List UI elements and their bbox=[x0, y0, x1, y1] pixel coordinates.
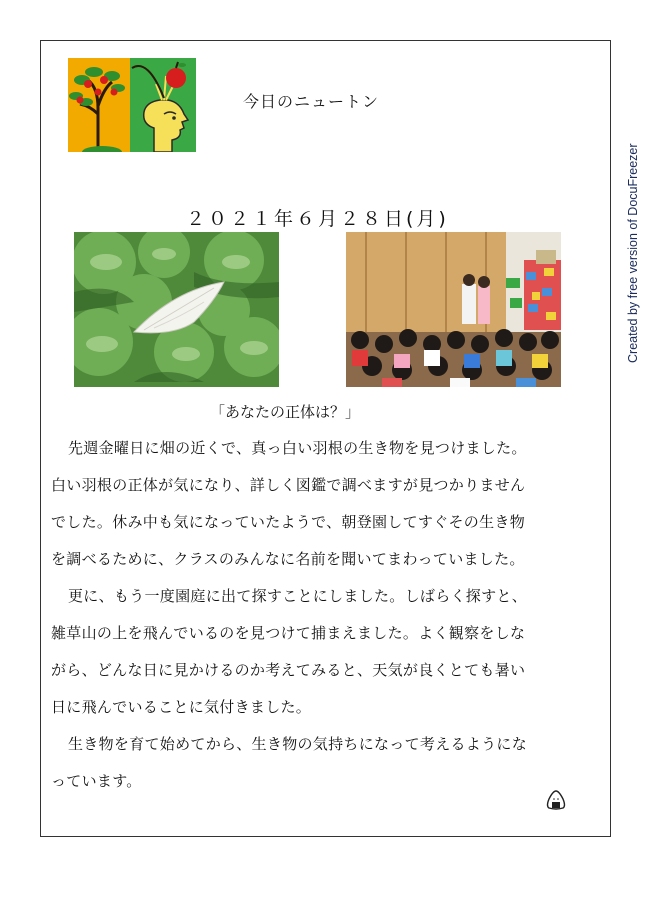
watermark-text bbox=[626, 143, 642, 363]
article-body bbox=[51, 430, 603, 800]
watermark-label: Created by free version of DocuFreezer bbox=[626, 143, 640, 363]
onigiri-icon bbox=[545, 789, 567, 811]
body-line: がら、どんな日に見かけるのか考えてみると、天気が良くとても暑い bbox=[51, 661, 526, 679]
page-title: 今日のニュートン bbox=[243, 92, 380, 111]
children-in-hall-photo bbox=[346, 232, 561, 387]
body-line: を調べるために、クラスのみんなに名前を聞いてまわっていました。 bbox=[51, 550, 525, 568]
body-line: 更に、もう一度園庭に出て探すことにしました。しばらく探すと、 bbox=[68, 587, 528, 605]
article-subtitle: 「あなたの正体は？」 bbox=[210, 403, 361, 421]
body-line: 生き物を育て始めてから、生き物の気持ちになって考えるようにな bbox=[68, 735, 528, 753]
white-moth-on-clover-photo bbox=[74, 232, 279, 387]
body-line: 日に飛んでいることに気付きました。 bbox=[51, 698, 312, 716]
body-line: 先週金曜日に畑の近くで、真っ白い羽根の生き物を見つけました。 bbox=[68, 439, 527, 457]
body-line: でした。休み中も気になっていたようで、朝登園してすぐその生き物 bbox=[51, 513, 526, 531]
body-line: 白い羽根の正体が気になり、詳しく図鑑で調べますが見つかりません bbox=[51, 476, 526, 494]
newton-logo-icon bbox=[68, 58, 196, 152]
body-line: 雑草山の上を飛んでいるのを見つけて捕まえました。よく観察をしな bbox=[51, 624, 526, 642]
body-line: っています。 bbox=[51, 772, 142, 790]
date-heading: ２０２１年６月２８日(月) bbox=[186, 208, 449, 230]
